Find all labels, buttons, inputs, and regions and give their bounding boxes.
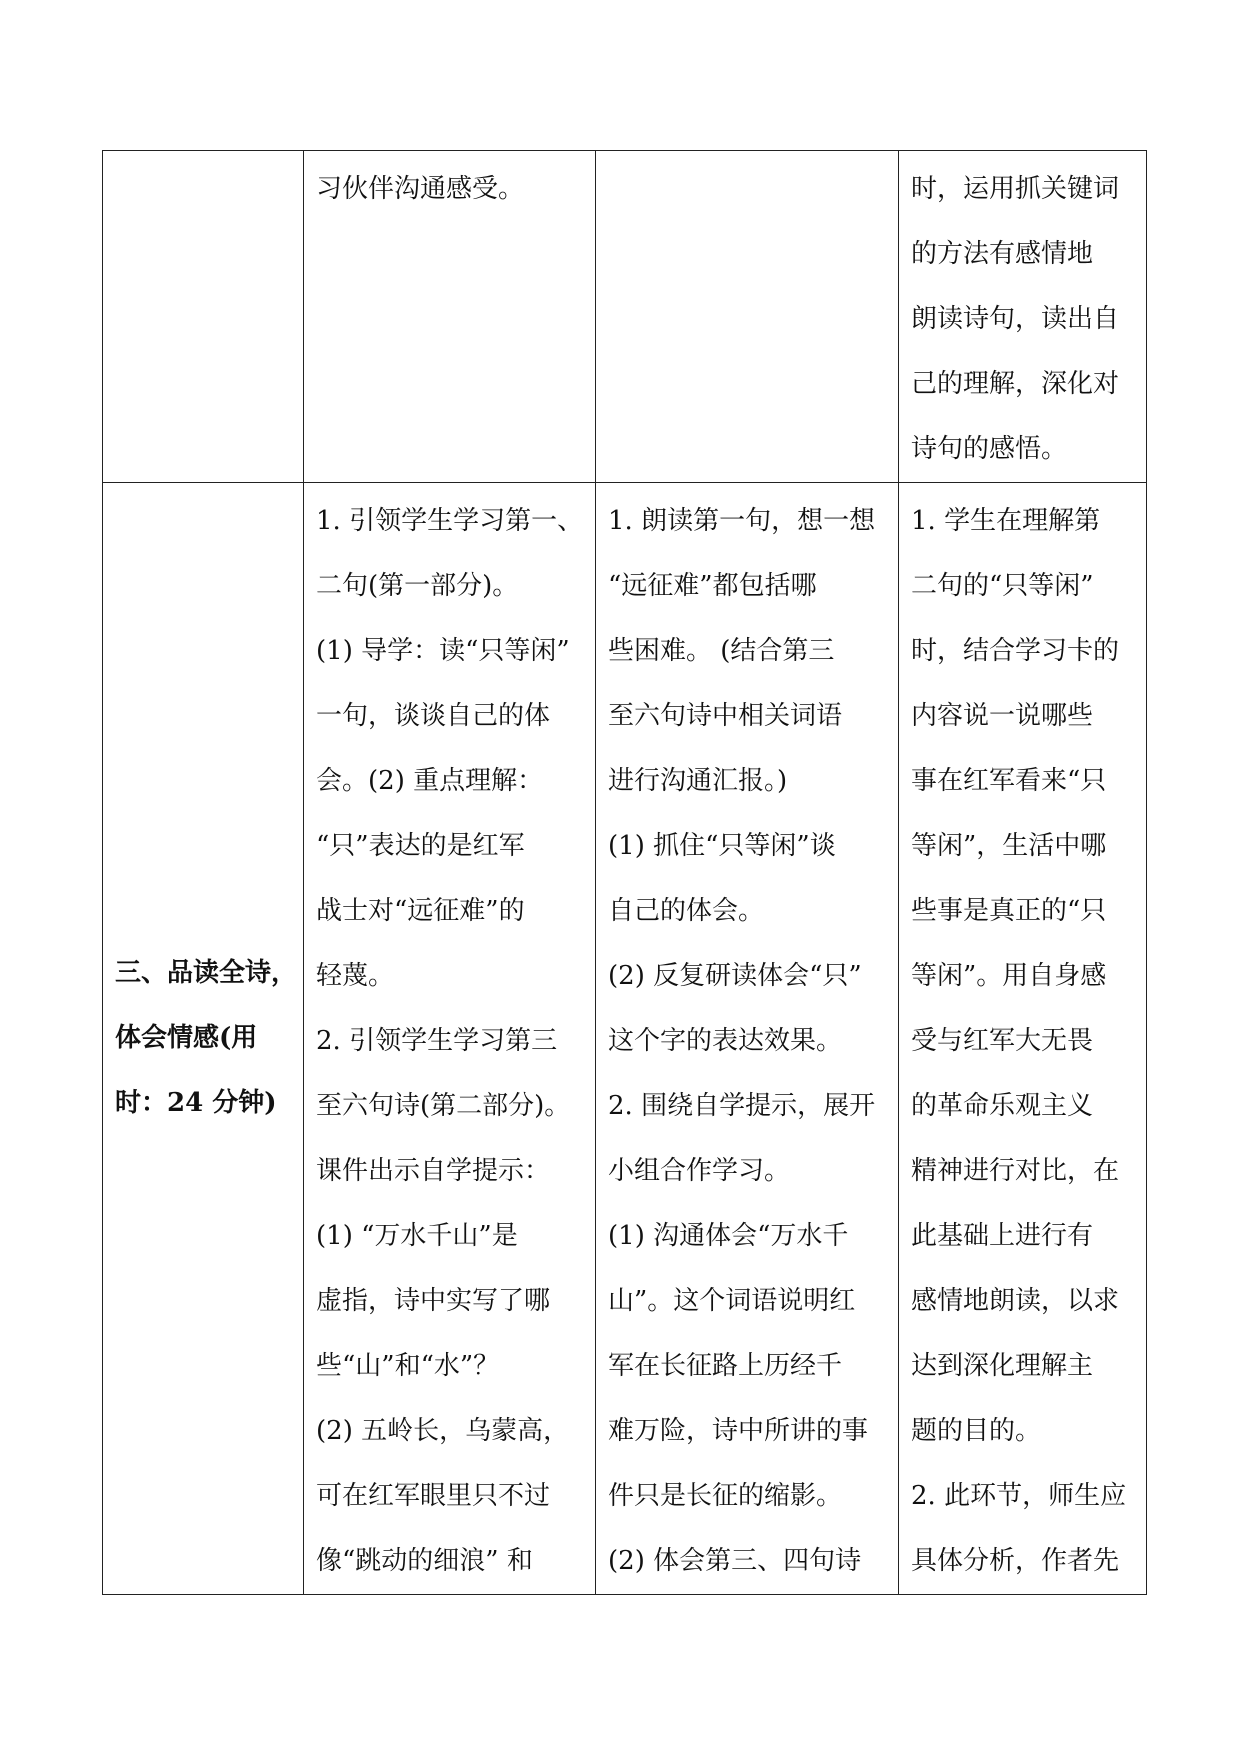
text-line: 等闲”。用自身感 <box>911 961 1107 991</box>
text-line: (2) 五岭长，乌蒙高， <box>316 1416 570 1446</box>
text-line: 体会情感(用 <box>115 1023 258 1053</box>
text-line: (1) “万水千山”是 <box>316 1221 518 1251</box>
text-line: 至六句诗中相关词语 <box>608 701 843 731</box>
text-line: “远征难”都包括哪 <box>608 571 817 601</box>
stage-cell-empty <box>103 151 304 483</box>
text-line: 些“山”和“水”？ <box>316 1351 500 1381</box>
teacher-activity-cell <box>304 483 596 1595</box>
design-intent-cell <box>899 151 1147 483</box>
text-line: 事在红军看来“只 <box>911 766 1107 796</box>
text-line: 诗句的感悟。 <box>911 434 1068 464</box>
text-line: 轻蔑。 <box>316 961 395 991</box>
text-line: 朗读诗句，读出自 <box>911 304 1120 334</box>
text-line: 达到深化理解主 <box>911 1351 1094 1381</box>
text-line: 进行沟通汇报。) <box>608 766 788 796</box>
text-line: (2) 体会第三、四句诗 <box>608 1546 862 1576</box>
text-line: 受与红军大无畏 <box>911 1026 1094 1056</box>
student-activity-cell-empty <box>596 151 899 483</box>
stage-title-cell <box>103 483 304 1595</box>
text-line: 题的目的。 <box>911 1416 1042 1446</box>
text-line: 的方法有感情地 <box>911 239 1094 269</box>
text-line: 些困难。 (结合第三 <box>608 636 835 666</box>
lesson-plan-table <box>102 150 1147 1595</box>
text-line: 军在长征路上历经千 <box>608 1351 843 1381</box>
text-line: 些事是真正的“只 <box>911 896 1107 926</box>
design-intent-cell <box>899 483 1147 1595</box>
text-line: 二句(第一部分)。 <box>316 571 519 601</box>
text-line: 1. 引领学生学习第一、 <box>316 506 584 536</box>
text-line: 会。(2) 重点理解： <box>316 766 544 796</box>
text-line: 难万险，诗中所讲的事 <box>608 1416 869 1446</box>
text-line: 至六句诗(第二部分)。 <box>316 1091 571 1121</box>
text-line: 1. 朗读第一句，想一想 <box>608 506 876 536</box>
text-line: 具体分析，作者先 <box>911 1546 1120 1576</box>
text-line: 像“跳动的细浪” 和 <box>316 1546 533 1576</box>
text-line: 时：24 分钟) <box>115 1088 277 1118</box>
text-line: 战士对“远征难”的 <box>316 896 525 926</box>
text-line: 自己的体会。 <box>608 896 765 926</box>
text-line: 精神进行对比，在 <box>911 1156 1120 1186</box>
text-line: 可在红军眼里只不过 <box>316 1481 551 1511</box>
table-row <box>103 151 1147 483</box>
text-line: 时，结合学习卡的 <box>911 636 1120 666</box>
text-line: 2. 引领学生学习第三 <box>316 1026 558 1056</box>
text-line: 2. 此环节，师生应 <box>911 1481 1127 1511</box>
text-line: 的革命乐观主义 <box>911 1091 1094 1121</box>
text-line: 件只是长征的缩影。 <box>608 1481 843 1511</box>
text-line: 己的理解，深化对 <box>911 369 1120 399</box>
text-line: (1) 沟通体会“万水千 <box>608 1221 849 1251</box>
text-line: 感情地朗读，以求 <box>911 1286 1120 1316</box>
text-line: 等闲”，生活中哪 <box>911 831 1107 861</box>
student-activity-cell <box>596 483 899 1595</box>
text-line: 课件出示自学提示： <box>316 1156 551 1186</box>
text-line: (1) 导学：读“只等闲” <box>316 636 570 666</box>
teacher-activity-cell <box>304 151 596 483</box>
text-line: 内容说一说哪些 <box>911 701 1094 731</box>
text-line: 时，运用抓关键词 <box>911 174 1120 204</box>
text-line: 这个字的表达效果。 <box>608 1026 843 1056</box>
text-line: 1. 学生在理解第 <box>911 506 1101 536</box>
text-line: 此基础上进行有 <box>911 1221 1094 1251</box>
text-line: 三、品读全诗， <box>115 958 298 988</box>
text-line: 小组合作学习。 <box>608 1156 791 1186</box>
text-line: 一句，谈谈自己的体 <box>316 701 551 731</box>
text-line: 2. 围绕自学提示，展开 <box>608 1091 876 1121</box>
text-line: “只”表达的是红军 <box>316 831 525 861</box>
text-line: 习伙伴沟通感受。 <box>316 174 525 204</box>
text-line: 山”。这个词语说明红 <box>608 1286 856 1316</box>
text-line: 虚指，诗中实写了哪 <box>316 1286 551 1316</box>
text-line: (1) 抓住“只等闲”谈 <box>608 831 836 861</box>
text-line: (2) 反复研读体会“只” <box>608 961 862 991</box>
text-line: 二句的“只等闲” <box>911 571 1094 601</box>
table-row <box>103 483 1147 1595</box>
